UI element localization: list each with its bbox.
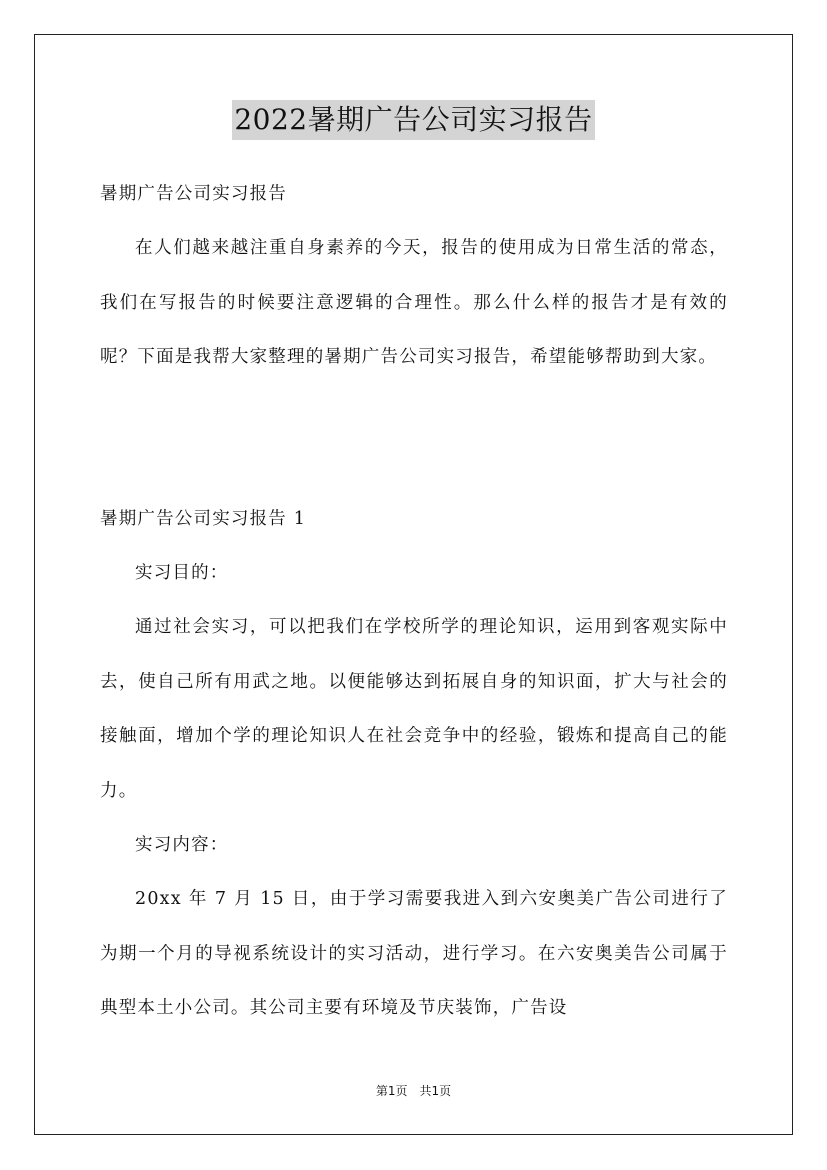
document-title: 2022暑期广告公司实习报告 <box>232 100 594 140</box>
document-subtitle: 暑期广告公司实习报告 <box>100 184 287 204</box>
title-container <box>0 100 827 140</box>
intro-paragraph: 在人们越来越注重自身素养的今天，报告的使用成为日常生活的常态，我们在写报告的时候要注意逻辑的合理性。那么什么样的报告才是有效的呢？下面是我帮大家整理的暑期广告公司实习报告，希望能够帮助到大家。 <box>100 238 728 367</box>
page-footer: 第1页 共1页 <box>375 1084 452 1098</box>
content-label: 实习内容： <box>135 835 229 855</box>
content-paragraph: 20xx 年 7 月 15 日，由于学习需要我进入到六安奥美广告公司进行了为期一个月的导视系统设计的实习活动，进行学习。在六安奥美告公司属于典型本土小公司。其公司主要有环境及节庆装饰，广告设 <box>100 889 728 1018</box>
purpose-paragraph: 通过社会实习，可以把我们在学校所学的理论知识，运用到客观实际中去，使自己所有用武之地。以便能够达到拓展自身的知识面，扩大与社会的接触面，增加个学的理论知识人在社会竞争中的经验，锻炼和提高自己的能力。 <box>100 617 728 801</box>
section-heading: 暑期广告公司实习报告 1 <box>100 509 307 529</box>
purpose-label: 实习目的： <box>135 563 229 583</box>
